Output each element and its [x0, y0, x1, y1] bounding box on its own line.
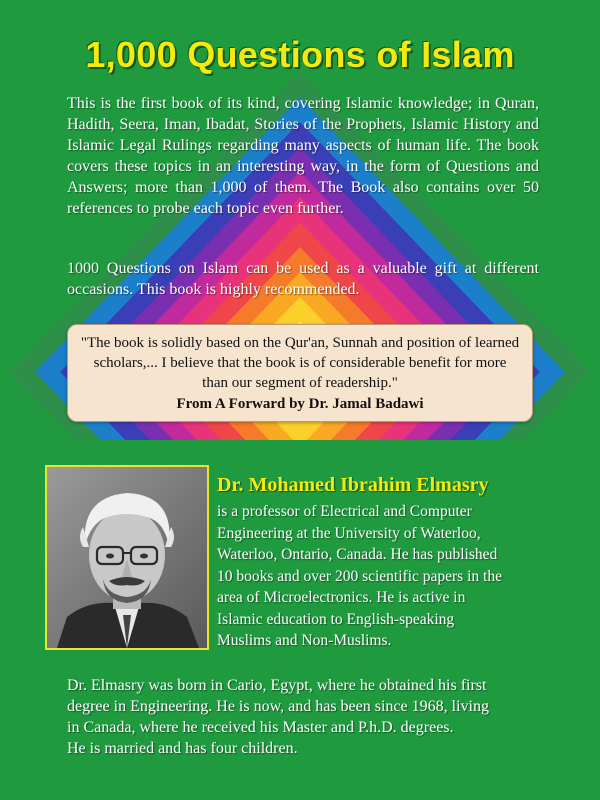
- quote-text: "The book is solidly based on the Qur'an, Sunnah and position of learned scholars,... I believe that the book is of considerable benefit for more than our segment of readership.": [80, 335, 520, 391]
- bio-line: Waterloo, Ontario, Canada. He has published: [217, 546, 498, 563]
- author-name: Dr. Mohamed Ibrahim Elmasry: [217, 474, 489, 496]
- quote-attribution: From A Forward by Dr. Jamal Badawi: [176, 396, 424, 412]
- bio-line: Muslims and Non-Muslims.: [217, 632, 392, 649]
- personal-line: degree in Engineering. He is now, and has been since 1968, living: [67, 698, 489, 715]
- bio-line: Islamic education to English-speaking: [217, 610, 455, 628]
- personal-line: in Canada, where he received his Master and P.h.D. degrees.: [67, 719, 454, 736]
- author-bio: [217, 501, 562, 652]
- bio-line: 10 books and over 200 scientific papers in the: [217, 567, 502, 585]
- personal-line: He is married and has four children.: [67, 740, 298, 757]
- bio-line: Engineering at the University of Waterloo,: [217, 524, 481, 542]
- personal-line: Dr. Elmasry was born in Cario, Egypt, where he obtained his first: [67, 677, 487, 694]
- book-description: This is the first book of its kind, covering Islamic knowledge; in Quran, Hadith, Seera, Iman, Ibadat, Stories of the Prophets, Islamic History and Islamic Legal Rulings regarding many aspects of human life. The book covers these topics in an interesting way, in the form of Questions and Answers; more than 1,000 of them. The Book also contains over 50 references to probe each topic even further.: [67, 95, 539, 217]
- author-portrait-image: [47, 467, 207, 648]
- author-photo: [45, 465, 209, 650]
- forward-quote-box: [67, 324, 533, 422]
- author-personal-info: [67, 675, 547, 759]
- recommendation-text: 1000 Questions on Islam can be used as a valuable gift at different occasions. This book is highly recommended.: [67, 260, 539, 298]
- bio-line: is a professor of Electrical and Computer: [217, 503, 472, 520]
- bio-line: area of Microelectronics. He is active in: [217, 589, 466, 606]
- book-title: 1,000 Questions of Islam: [85, 34, 515, 75]
